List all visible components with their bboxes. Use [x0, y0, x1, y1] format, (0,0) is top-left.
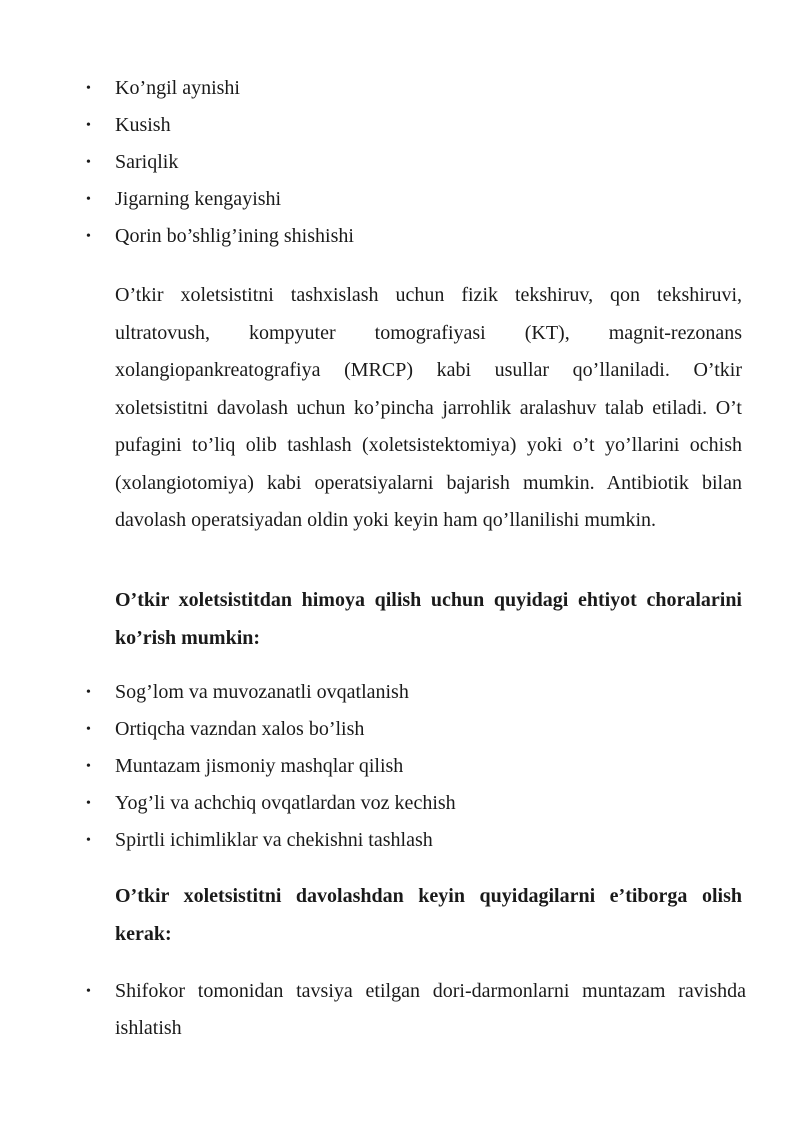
- bullet: •: [86, 118, 91, 133]
- list-item: • Muntazam jismoniy mashqlar qilish: [86, 748, 746, 785]
- list-item: • Sog’lom va muvozanatli ovqatlanish: [86, 674, 746, 711]
- list-item: • Jigarning kengayishi: [86, 181, 746, 218]
- list-item: • Shifokor tomonidan tavsiya etilgan dori-darmonlarni muntazam ravishda ishlatish: [86, 973, 746, 1047]
- list-item: • Ko’ngil aynishi: [86, 70, 746, 107]
- symptom-list: [86, 70, 746, 255]
- aftercare-heading: O’tkir xoletsistitni davolashdan keyin quyidagilarni e’tiborga olish kerak:: [115, 885, 742, 945]
- prevention-list: [86, 674, 746, 859]
- list-item: • Spirtli ichimliklar va chekishni tashlash: [86, 822, 746, 859]
- diagnosis-paragraph: O’tkir xoletsistitni tashxislash uchun fizik tekshiruv, qon tekshiruvi, ultratovush, kompyuter tomografiyasi (KT), magnit-rezonans xolangiopankreatografiya (MRCP) kabi usullar qo’llaniladi. O’tkir xoletsistitni davolash uchun ko’pincha jarrohlik aralashuv talab etiladi. O’t pufagini to’liq olib tashlash (xoletsistektomiya) yoki o’t yo’llarini ochish (xolangiotomiya) kabi operatsiyalarni bajarish mumkin. Antibiotik bilan davolash operatsiyadan oldin yoki keyin ham qo’llanilishi mumkin.: [115, 284, 742, 531]
- list-item: • Kusish: [86, 107, 746, 144]
- list-item: • Sariqlik: [86, 144, 746, 181]
- list-item: • Yog’li va achchiq ovqatlardan voz kechish: [86, 785, 746, 822]
- prevention-heading: O’tkir xoletsistitdan himoya qilish uchun quyidagi ehtiyot choralarini ko’rish mumkin:: [115, 589, 742, 649]
- bullet: •: [86, 192, 91, 207]
- bullet: •: [86, 81, 91, 96]
- aftercare-list: [86, 973, 746, 1047]
- bullet: •: [86, 833, 91, 848]
- bullet: •: [86, 759, 91, 774]
- bullet: •: [86, 722, 91, 737]
- bullet: •: [86, 984, 91, 999]
- list-item: • Ortiqcha vazndan xalos bo’lish: [86, 711, 746, 748]
- bullet: •: [86, 155, 91, 170]
- bullet: •: [86, 229, 91, 244]
- bullet: •: [86, 796, 91, 811]
- list-item: • Qorin bo’shlig’ining shishishi: [86, 218, 746, 255]
- bullet: •: [86, 685, 91, 700]
